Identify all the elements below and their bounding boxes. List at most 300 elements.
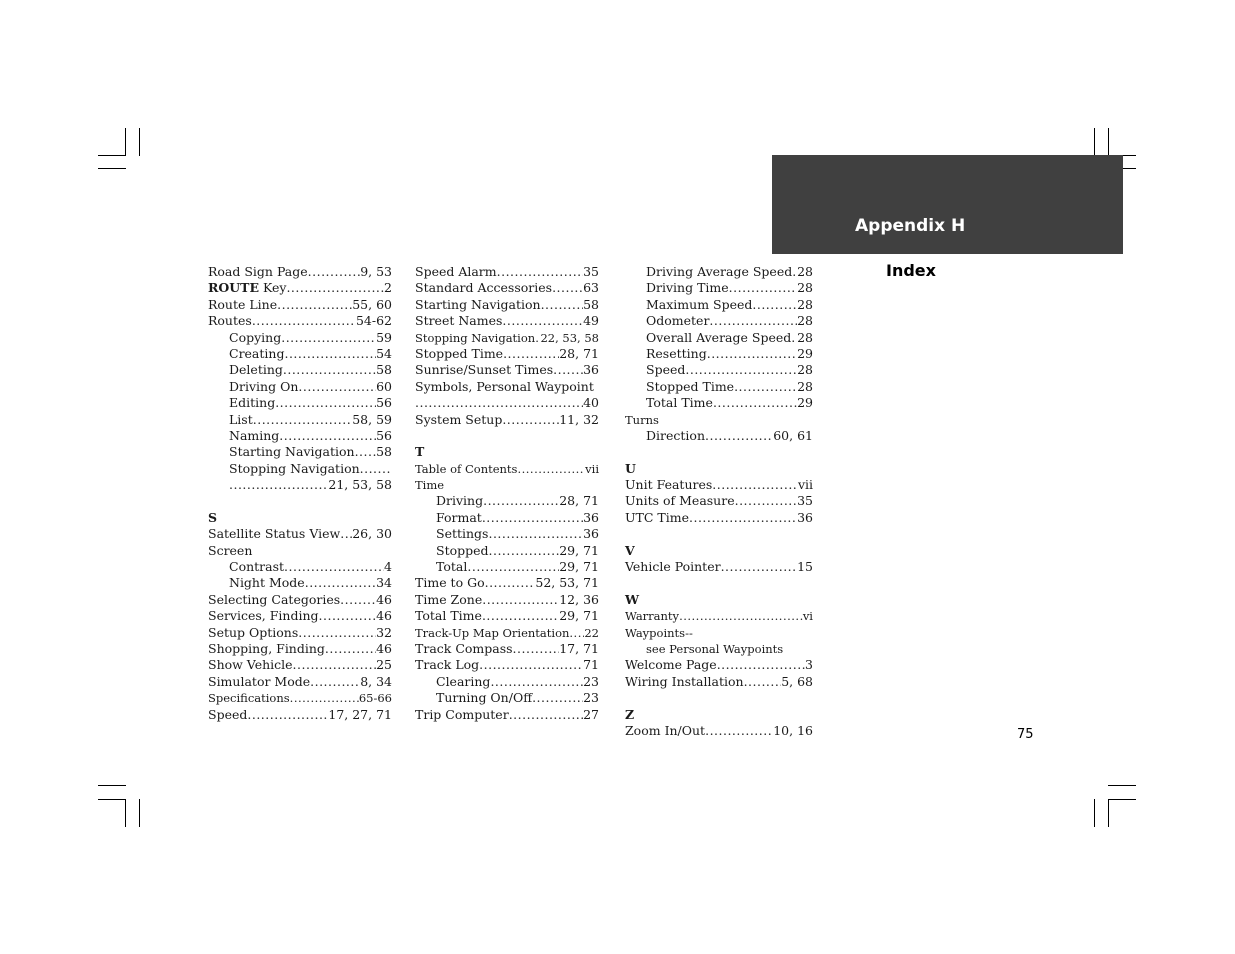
index-entry	[415, 608, 599, 624]
index-term: Satellite Status View	[208, 526, 341, 542]
index-page-refs: 29, 71	[559, 559, 599, 575]
index-entry	[625, 264, 813, 280]
index-entry	[625, 477, 813, 493]
index-page-refs: 59	[376, 329, 392, 345]
index-entry	[625, 428, 813, 444]
index-page-refs: 8, 34	[360, 673, 392, 689]
index-term: Stopped	[436, 542, 489, 558]
dot-leader	[541, 297, 584, 313]
index-term: Routes	[208, 313, 252, 329]
index-page-refs: 2	[384, 280, 392, 296]
index-entry	[625, 395, 813, 411]
index-term: Screen	[208, 542, 253, 558]
index-page-refs: 15	[797, 559, 813, 575]
index-term: Track Log	[415, 657, 480, 673]
index-term: Odometer	[646, 313, 710, 329]
index-term: Standard Accessories	[415, 280, 553, 296]
crop-mark	[1094, 128, 1095, 156]
dot-leader	[281, 330, 376, 346]
index-page-refs: 22	[584, 625, 599, 640]
index-entry	[208, 362, 392, 378]
index-entry	[625, 608, 813, 624]
dot-leader	[502, 412, 559, 428]
dot-leader	[252, 313, 356, 329]
index-entry	[415, 461, 599, 477]
dot-leader	[290, 690, 359, 706]
index-term: Total	[436, 559, 468, 575]
index-entry	[208, 428, 392, 444]
index-entry	[208, 641, 392, 657]
index-page-refs: 28	[797, 378, 813, 394]
dot-leader	[713, 395, 797, 411]
crop-mark	[139, 128, 140, 156]
index-page-refs: 3	[805, 657, 813, 673]
dot-leader	[284, 559, 384, 575]
index-entry	[208, 657, 392, 673]
index-entry	[208, 559, 392, 575]
index-entry	[208, 690, 392, 706]
index-entry	[415, 264, 599, 280]
index-term: Symbols, Personal Waypoint	[415, 378, 594, 394]
dot-leader	[705, 723, 773, 739]
appendix-tab	[772, 155, 1123, 254]
index-entry	[208, 330, 392, 346]
index-entry	[625, 362, 813, 378]
index-entry	[415, 330, 599, 346]
index-page-refs: 29	[797, 395, 813, 411]
index-column-1	[208, 264, 392, 723]
index-term: Turns	[625, 412, 659, 427]
index-term: Vehicle Pointer	[625, 559, 721, 575]
index-page-refs: 23	[583, 690, 599, 706]
dot-leader	[482, 592, 559, 608]
spacer	[625, 444, 813, 460]
index-page-refs: 28	[797, 280, 813, 296]
index-entry	[415, 592, 599, 608]
spacer	[415, 428, 599, 444]
index-page-refs: 22, 53, 58	[540, 330, 599, 345]
index-term: Clearing	[436, 673, 491, 689]
index-entry	[208, 379, 392, 395]
spacer	[208, 493, 392, 509]
index-term: Resetting	[646, 345, 707, 361]
index-term: Shopping, Finding	[208, 640, 325, 656]
index-entry	[208, 395, 392, 411]
index-page-refs: vii	[585, 461, 599, 476]
dot-leader	[532, 690, 583, 706]
dot-leader	[489, 543, 560, 559]
index-term: Time Zone	[415, 591, 483, 607]
index-page-refs: 28	[797, 362, 813, 378]
index-entry	[415, 625, 599, 641]
dot-leader	[277, 297, 352, 313]
index-entry	[415, 313, 599, 329]
dot-leader	[705, 428, 773, 444]
dot-leader	[415, 395, 583, 411]
index-term: Turning On/Off	[436, 690, 533, 706]
index-page-refs: 29, 71	[559, 542, 599, 558]
index-term: Speed	[208, 706, 248, 722]
crop-mark	[1108, 785, 1136, 786]
index-term: Night Mode	[229, 575, 305, 591]
dot-leader	[279, 428, 376, 444]
dot-leader	[229, 477, 328, 493]
index-term: Route Line	[208, 296, 278, 312]
index-term: Naming	[229, 427, 280, 443]
index-letter-heading: T	[415, 444, 425, 460]
dot-leader	[284, 346, 376, 362]
index-entry	[625, 674, 813, 690]
index-term: Warranty	[625, 609, 680, 624]
dot-leader	[717, 657, 805, 673]
index-term: Driving Time	[646, 280, 729, 296]
index-entry	[625, 510, 813, 526]
dot-leader	[482, 510, 583, 526]
index-entry	[625, 346, 813, 362]
index-page-refs: 36	[797, 509, 813, 525]
index-entry	[208, 444, 392, 460]
dot-leader	[569, 625, 584, 641]
dot-leader	[709, 313, 797, 329]
index-page-refs: 71	[583, 657, 599, 673]
dot-leader	[485, 575, 536, 591]
dot-leader	[553, 362, 583, 378]
dot-leader	[483, 493, 559, 509]
dot-leader	[298, 379, 376, 395]
index-letter-heading: Z	[625, 706, 635, 722]
index-page-refs: 60	[376, 378, 392, 394]
index-entry	[208, 543, 392, 559]
index-term: Table of Contents	[415, 461, 518, 476]
dot-leader	[482, 608, 559, 624]
crop-mark	[1108, 128, 1109, 156]
index-entry	[208, 477, 392, 493]
index-term: Total Time	[646, 395, 713, 411]
dot-leader	[744, 674, 782, 690]
index-term: Copying	[229, 329, 282, 345]
index-entry	[415, 657, 599, 673]
index-term: Direction	[646, 427, 705, 443]
index-term: Trip Computer	[415, 706, 509, 722]
index-page-refs: 28	[797, 329, 813, 345]
dot-leader	[685, 362, 797, 378]
dot-leader	[293, 657, 377, 673]
index-term: Simulator Mode	[208, 673, 311, 689]
index-page-refs: 17, 71	[559, 640, 599, 656]
index-term: Wiring Installation	[625, 673, 744, 689]
index-entry	[415, 559, 599, 575]
dot-leader	[283, 362, 376, 378]
index-page-refs: 54	[376, 345, 392, 361]
index-entry	[625, 657, 813, 673]
index-entry	[415, 362, 599, 378]
index-page-refs: 55, 60	[352, 296, 392, 312]
index-entry	[208, 313, 392, 329]
index-page-refs: 28, 71	[559, 345, 599, 361]
index-term: Deleting	[229, 362, 283, 378]
index-entry	[625, 412, 813, 428]
dot-leader	[479, 657, 583, 673]
index-page-refs: 46	[376, 591, 392, 607]
index-term: Show Vehicle	[208, 657, 293, 673]
crop-mark	[98, 155, 126, 156]
index-page-refs: 35	[583, 264, 599, 279]
index-term: Stopped Time	[646, 378, 735, 394]
index-entry	[208, 526, 392, 542]
index-entry	[625, 559, 813, 575]
dot-leader	[502, 313, 583, 329]
index-entry	[208, 707, 392, 723]
crop-mark	[125, 799, 126, 827]
index-term: System Setup	[415, 411, 503, 427]
index-page-refs: 32	[376, 624, 392, 640]
dot-leader	[490, 674, 583, 690]
index-page-refs: 46	[376, 640, 392, 656]
appendix-title: Appendix H	[855, 216, 966, 236]
index-page-refs: 29	[797, 345, 813, 361]
index-entry	[415, 575, 599, 591]
index-term: Selecting Categories	[208, 591, 341, 607]
index-term: Creating	[229, 345, 285, 361]
index-entry	[625, 493, 813, 509]
index-page-refs: 58	[583, 296, 599, 312]
spacer	[625, 526, 813, 542]
index-term: Speed	[646, 362, 686, 378]
crop-mark	[1108, 799, 1109, 827]
index-page-refs: 23	[583, 673, 599, 689]
index-page-refs: 65-66	[358, 691, 392, 706]
index-term: Track Compass	[415, 640, 513, 656]
dot-leader	[503, 346, 559, 362]
index-term: Waypoints--	[625, 625, 693, 640]
index-page-refs: 5, 68	[781, 673, 813, 689]
index-entry	[415, 280, 599, 296]
index-page-refs: 60, 61	[773, 427, 813, 443]
index-page-refs: 36	[583, 509, 599, 525]
index-page-refs: 21, 53, 58	[328, 477, 392, 493]
index-entry	[625, 330, 813, 346]
dot-leader	[340, 592, 376, 608]
index-term: Stopping Navigation	[415, 330, 536, 345]
dot-leader	[360, 461, 392, 477]
index-term: Driving Average Speed	[646, 264, 793, 279]
index-term: Overall Average Speed	[646, 329, 792, 345]
index-entry	[208, 575, 392, 591]
crop-mark	[125, 128, 126, 156]
index-entry	[415, 412, 599, 428]
index-entry	[415, 526, 599, 542]
index-term: see Personal Waypoints	[646, 641, 784, 656]
index-page-refs: 54-62	[355, 313, 392, 329]
index-term: Format	[436, 509, 482, 525]
index-term: Specifications	[208, 691, 290, 706]
index-page-refs: 29, 71	[559, 608, 599, 624]
index-term: Contrast	[229, 559, 285, 575]
index-letter-heading: W	[625, 591, 640, 607]
dot-leader	[735, 493, 797, 509]
index-page-refs: 26, 30	[352, 526, 392, 542]
dot-leader	[729, 280, 797, 296]
crop-mark	[98, 785, 126, 786]
index-page-refs: 10, 16	[773, 722, 813, 738]
index-entry	[415, 543, 599, 559]
index-entry	[208, 346, 392, 362]
index-letter-heading: U	[625, 460, 636, 476]
index-entry	[415, 346, 599, 362]
index-entry	[415, 395, 599, 411]
index-entry	[415, 493, 599, 509]
index-entry	[208, 461, 392, 477]
index-term: Driving	[436, 493, 484, 509]
dot-leader	[689, 510, 797, 526]
dot-leader	[286, 280, 384, 296]
index-entry	[415, 477, 599, 493]
index-term: Sunrise/Sunset Times	[415, 362, 554, 378]
index-entry	[208, 608, 392, 624]
crop-mark	[98, 168, 126, 169]
index-entry	[415, 674, 599, 690]
index-term: Time to Go	[415, 575, 485, 591]
index-term: Settings	[436, 526, 489, 542]
index-term: Street Names	[415, 313, 503, 329]
index-entry	[208, 297, 392, 313]
crop-mark	[1094, 799, 1095, 827]
index-column-3	[625, 264, 813, 739]
index-page-refs: 58	[376, 444, 392, 460]
index-page-refs: 56	[376, 427, 392, 443]
index-page-refs: 34	[376, 575, 392, 591]
dot-leader	[707, 346, 797, 362]
index-entry	[625, 723, 813, 739]
dot-leader	[734, 379, 797, 395]
index-entry	[415, 510, 599, 526]
crop-mark	[98, 799, 126, 800]
index-entry	[625, 280, 813, 296]
index-term: Time	[415, 478, 445, 493]
index-page-refs: 58	[376, 362, 392, 378]
index-entry	[208, 674, 392, 690]
index-page-refs: 46	[376, 608, 392, 624]
dot-leader	[305, 575, 376, 591]
index-page-refs: 25	[376, 657, 392, 673]
page-number: 75	[1017, 727, 1034, 742]
dot-leader	[509, 707, 583, 723]
index-entry	[625, 379, 813, 395]
index-entry	[415, 707, 599, 723]
index-entry	[415, 641, 599, 657]
index-page-refs: 28	[797, 313, 813, 329]
index-term: Units of Measure	[625, 493, 735, 509]
spacer	[625, 690, 813, 706]
index-page-refs: 35	[797, 493, 813, 509]
index-letter-heading: V	[625, 542, 635, 558]
dot-leader	[325, 641, 376, 657]
index-page-refs: 28	[797, 264, 813, 279]
index-page-refs: 4	[384, 559, 392, 575]
index-page-refs: 36	[583, 526, 599, 542]
index-page-refs: vii	[797, 477, 813, 493]
index-term: Stopping Navigation	[229, 460, 360, 476]
index-term: Welcome Page	[625, 657, 717, 673]
crop-mark	[1108, 799, 1136, 800]
index-page-refs: 12, 36	[559, 591, 599, 607]
index-letter-heading: S	[208, 509, 218, 525]
dot-leader	[679, 608, 803, 624]
index-term: Zoom In/Out	[625, 722, 706, 738]
index-term: Track-Up Map Orientation	[415, 625, 570, 640]
index-term: Stopped Time	[415, 345, 504, 361]
dot-leader	[517, 461, 585, 477]
dot-leader	[712, 477, 798, 493]
index-term: Setup Options	[208, 624, 299, 640]
index-entry	[625, 625, 813, 641]
index-term: Unit Features	[625, 477, 713, 493]
dot-leader	[253, 412, 352, 428]
index-page-refs: 27	[583, 706, 599, 722]
crop-mark	[139, 799, 140, 827]
dot-leader	[552, 280, 583, 296]
index-term: Maximum Speed	[646, 296, 753, 312]
index-entry	[415, 297, 599, 313]
index-page-refs: 36	[583, 362, 599, 378]
index-page-refs: 11, 32	[559, 411, 599, 427]
index-page-refs: 52, 53, 71	[535, 575, 599, 591]
index-term: Road Sign Page	[208, 264, 308, 279]
index-term: Services, Finding	[208, 608, 319, 624]
index-page-refs: vi	[802, 609, 813, 624]
index-entry	[415, 690, 599, 706]
index-term: Speed Alarm	[415, 264, 497, 279]
index-term: ROUTE Key	[208, 280, 287, 296]
index-entry	[208, 412, 392, 428]
index-page-refs: 58, 59	[352, 411, 392, 427]
section-title: Index	[886, 261, 936, 280]
spacer	[625, 575, 813, 591]
index-term: Editing	[229, 395, 276, 411]
index-entry	[208, 280, 392, 296]
dot-leader	[497, 264, 583, 280]
index-page-refs: 49	[583, 313, 599, 329]
index-term: Starting Navigation	[229, 444, 355, 460]
dot-leader	[340, 526, 352, 542]
index-term: List	[229, 411, 253, 427]
index-entry	[208, 264, 392, 280]
index-page-refs: 40	[583, 395, 599, 411]
index-page-refs: 9, 53	[360, 264, 392, 279]
dot-leader	[298, 625, 376, 641]
dot-leader	[488, 526, 583, 542]
dot-leader	[513, 641, 560, 657]
index-term: Total Time	[415, 608, 482, 624]
index-term: Starting Navigation	[415, 296, 541, 312]
index-entry	[625, 641, 813, 657]
dot-leader	[275, 395, 376, 411]
index-entry	[415, 379, 599, 395]
index-page-refs: 56	[376, 395, 392, 411]
index-entry	[625, 313, 813, 329]
index-entry	[208, 625, 392, 641]
dot-leader	[752, 297, 797, 313]
dot-leader	[247, 707, 328, 723]
index-entry	[625, 297, 813, 313]
dot-leader	[355, 444, 377, 460]
index-page-refs: 17, 27, 71	[328, 706, 392, 722]
dot-leader	[310, 674, 360, 690]
index-page-refs: 28, 71	[559, 493, 599, 509]
index-entry	[208, 592, 392, 608]
dot-leader	[721, 559, 798, 575]
index-term: UTC Time	[625, 509, 689, 525]
